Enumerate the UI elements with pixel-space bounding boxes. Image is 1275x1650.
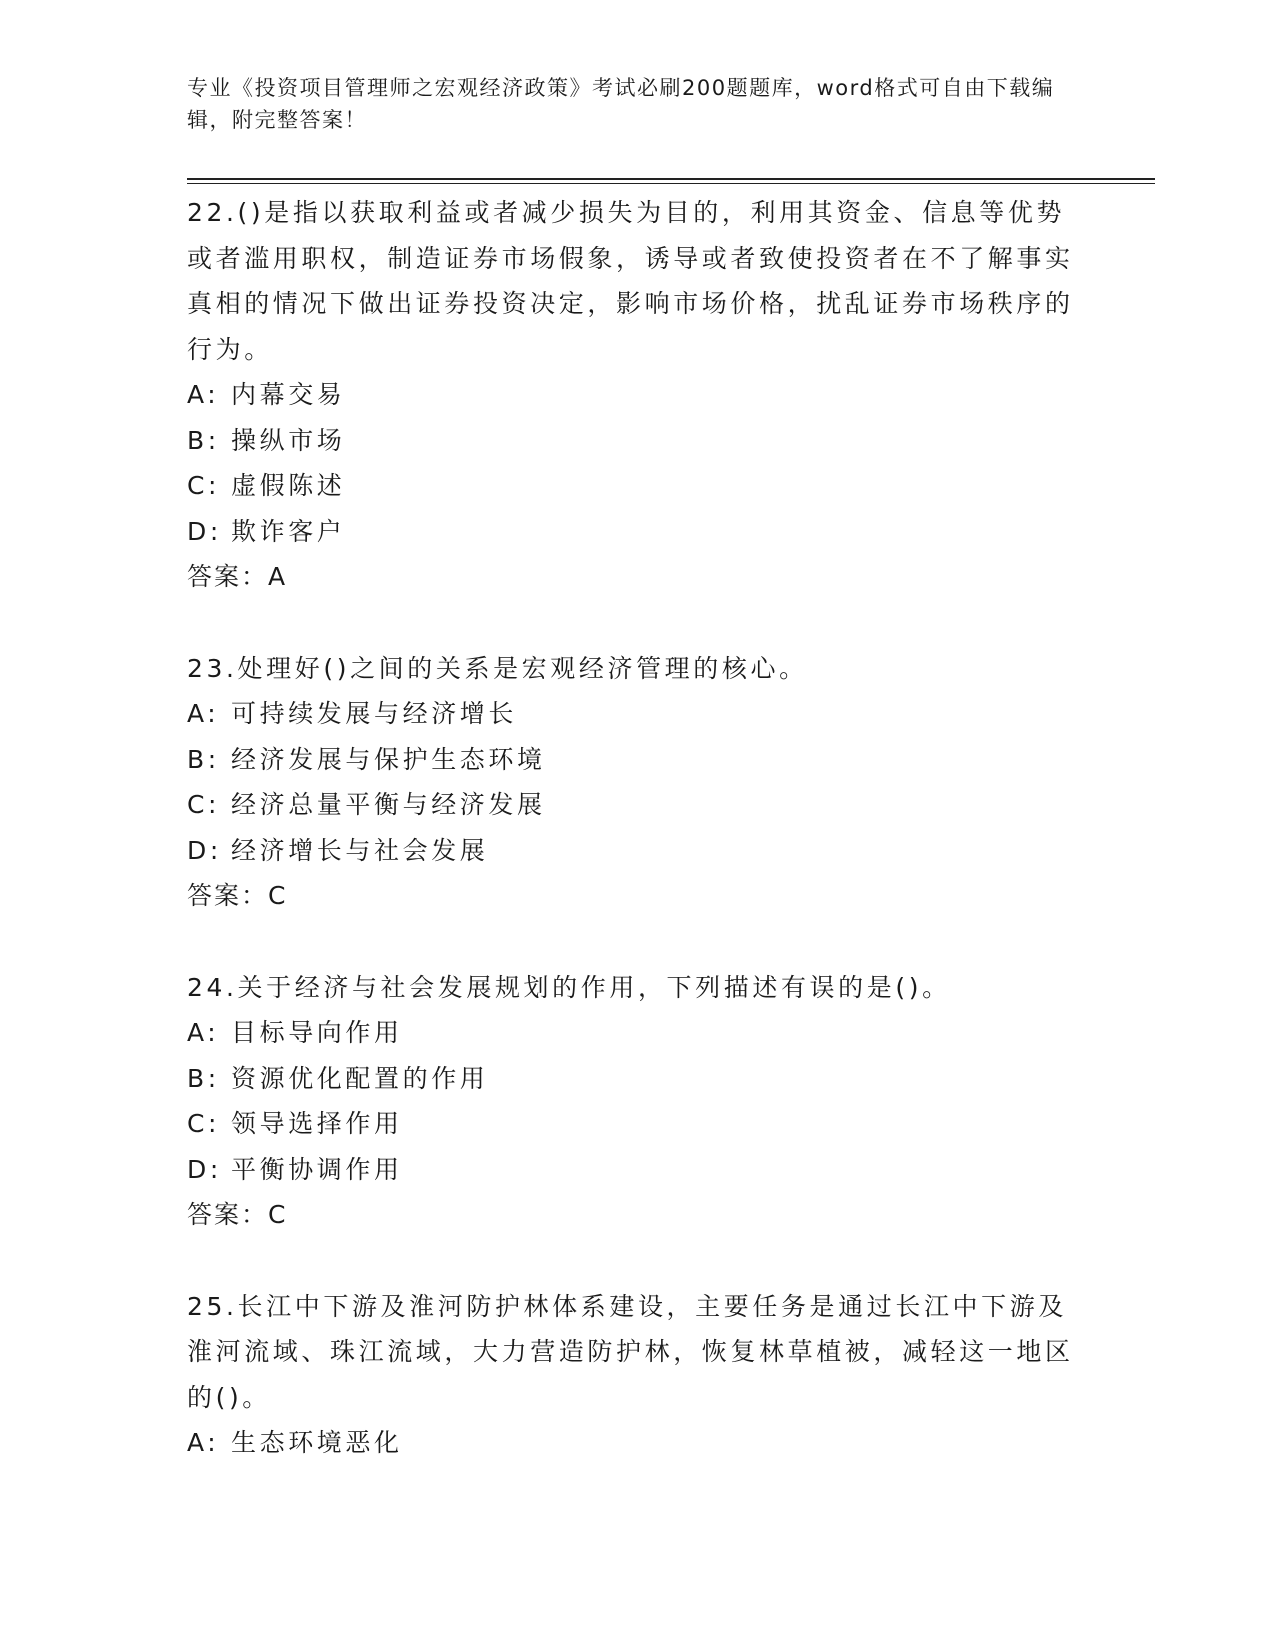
- question-text: 24.关于经济与社会发展规划的作用，下列描述有误的是()。: [187, 972, 951, 1002]
- question-item: [187, 1284, 1087, 1466]
- option-text: 经济总量平衡与经济发展: [231, 790, 546, 819]
- option-letter: C:: [187, 1109, 221, 1138]
- option-text: 目标导向作用: [231, 1018, 403, 1047]
- question-text: 22.()是指以获取利益或者减少损失为目的，利用其资金、信息等优势或者滥用职权，制造证券市场假象，诱导或者致使投资者在不了解事实真相的情况下做出证券投资决定，影响市场价格，扰乱证券市场秩序的行为。: [187, 198, 1074, 364]
- option-text: 可持续发展与经济增长: [231, 699, 518, 728]
- answer-line: 答案：C: [187, 1200, 288, 1229]
- option-text: 内幕交易: [231, 380, 346, 409]
- header-divider-thick: [187, 178, 1155, 180]
- question-list: [187, 190, 1087, 1512]
- option-text: 平衡协调作用: [231, 1154, 403, 1184]
- option-text: 经济发展与保护生态环境: [231, 744, 546, 774]
- option-text: 领导选择作用: [231, 1109, 403, 1138]
- option-text: 资源优化配置的作用: [231, 1063, 489, 1093]
- option-row: [187, 372, 1087, 418]
- answer-line: 答案：C: [187, 881, 288, 910]
- document-header: 专业《投资项目管理师之宏观经济政策》考试必刷200题题库，word格式可自由下载编辑，附完整答案！: [187, 76, 1055, 132]
- option-letter: D:: [187, 516, 222, 546]
- option-text: 操纵市场: [231, 425, 346, 455]
- option-letter: B:: [187, 1063, 220, 1093]
- option-letter: A:: [187, 1018, 220, 1047]
- option-row: [187, 1101, 1087, 1147]
- option-row: [187, 509, 1087, 555]
- option-letter: B:: [187, 744, 220, 774]
- question-text: 25.长江中下游及淮河防护林体系建设，主要任务是通过长江中下游及淮河流域、珠江流域，大力营造防护林，恢复林草植被，减轻这一地区的()。: [187, 1291, 1074, 1412]
- option-letter: C:: [187, 790, 221, 819]
- option-text: 经济增长与社会发展: [231, 835, 489, 865]
- option-row: [187, 1147, 1087, 1193]
- option-row: [187, 463, 1087, 509]
- option-letter: A:: [187, 1428, 220, 1457]
- option-row: [187, 418, 1087, 464]
- option-row: [187, 1056, 1087, 1102]
- header-divider-thin: [187, 183, 1155, 184]
- option-text: 虚假陈述: [231, 471, 346, 500]
- option-row: [187, 1420, 1087, 1466]
- option-letter: A:: [187, 699, 220, 728]
- option-row: [187, 691, 1087, 737]
- option-letter: D:: [187, 835, 222, 865]
- question-text: 23.处理好()之间的关系是宏观经济管理的核心。: [187, 653, 808, 683]
- option-row: [187, 737, 1087, 783]
- answer-line: 答案：A: [187, 562, 288, 591]
- option-text: 欺诈客户: [231, 516, 346, 546]
- question-item: [187, 965, 1087, 1238]
- question-item: [187, 190, 1087, 600]
- option-letter: A:: [187, 380, 220, 409]
- option-row: [187, 1010, 1087, 1056]
- question-item: [187, 646, 1087, 919]
- option-letter: B:: [187, 425, 220, 455]
- option-letter: C:: [187, 471, 221, 500]
- option-text: 生态环境恶化: [231, 1428, 403, 1457]
- option-row: [187, 782, 1087, 828]
- option-letter: D:: [187, 1154, 222, 1184]
- option-row: [187, 828, 1087, 874]
